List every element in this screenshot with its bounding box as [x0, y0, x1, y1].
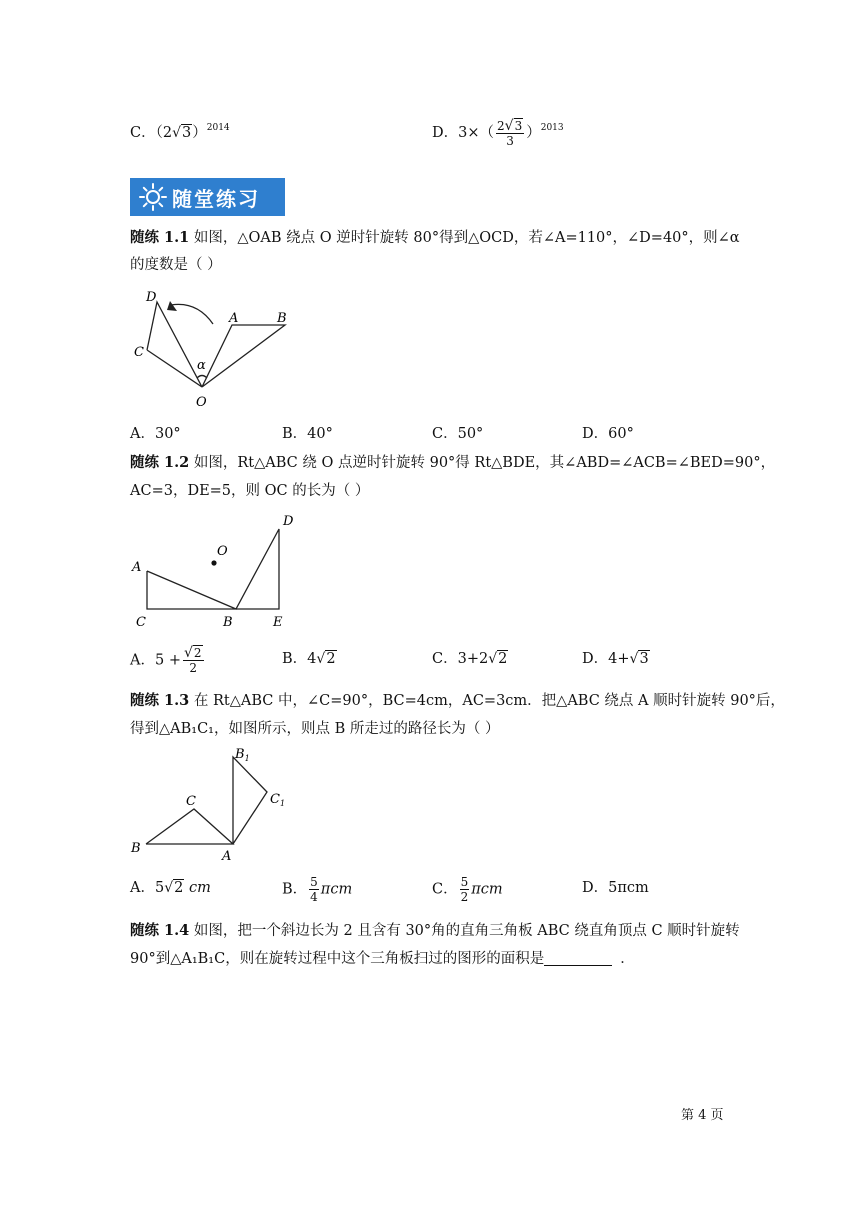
- question-text: 得到△AB₁C₁，如图所示，则点 B 所走过的路径长为（ ）: [130, 721, 500, 737]
- label-D: D: [146, 290, 157, 305]
- question-3-line2: [130, 716, 499, 742]
- option-label: B．: [282, 881, 308, 898]
- q2-option-d: D．4+√3: [582, 651, 649, 667]
- option-text: ）: [192, 125, 207, 141]
- radicand: 2: [498, 651, 508, 667]
- label-A: A: [229, 311, 239, 326]
- unit: πcm: [320, 881, 353, 898]
- label-A: A: [132, 560, 142, 575]
- option-text: 3+2: [457, 651, 489, 667]
- label-B: B: [223, 615, 233, 630]
- label-C: C: [136, 615, 146, 630]
- q1-option-c: C．50°: [432, 426, 484, 442]
- q1-option-a: A．30°: [130, 426, 181, 442]
- answer-blank: [544, 949, 612, 966]
- option-label: D．3×（: [432, 125, 495, 141]
- sun-icon: [138, 182, 168, 212]
- question-text: 如图，把一个斜边长为 2 且含有 30°角的直角三角板 ABC 绕直角顶点 C 顺时针旋转: [193, 923, 740, 939]
- denominator: 2: [189, 661, 198, 675]
- page-number: 第 4 页: [681, 1108, 724, 1123]
- q3-option-d: [582, 875, 649, 901]
- question-label: 随练 1.1: [130, 229, 190, 246]
- unit: cm: [188, 880, 211, 896]
- figure-q1: [125, 285, 305, 415]
- section-heading: [130, 178, 285, 216]
- q1-option-b: B．40°: [282, 426, 333, 442]
- fraction: [309, 875, 319, 904]
- label-O: O: [196, 395, 207, 410]
- option-label: A．: [130, 880, 155, 896]
- question-1-line2: [130, 252, 222, 278]
- question-4-line1: [130, 918, 740, 944]
- option-text: （2: [155, 125, 173, 141]
- q1-option-d: D．60°: [582, 426, 634, 442]
- option-c-top: C．$(2√3)^{2014}$: [130, 123, 230, 141]
- radicand: 3: [514, 118, 523, 133]
- option-label: D．: [582, 651, 609, 667]
- radicand: 2: [193, 646, 202, 660]
- label-B: B: [131, 841, 141, 856]
- option-text: ）: [526, 125, 541, 141]
- question-label: 随练 1.4: [130, 922, 190, 939]
- label-alpha: α: [197, 358, 206, 373]
- option-label: B．: [282, 651, 308, 667]
- label-C: C: [186, 794, 196, 809]
- label-C: C: [134, 345, 144, 360]
- label-D: D: [283, 514, 294, 529]
- question-4-line2: [130, 946, 635, 972]
- fraction: $\frac{√2}{2}$: [183, 645, 202, 675]
- question-text: AC=3，DE=5，则 OC 的长为（ ）: [130, 483, 370, 499]
- radicand: 2: [174, 880, 184, 896]
- q3-option-a: A．5√2 cm: [130, 880, 211, 896]
- denominator: 2: [460, 890, 469, 904]
- q2-option-b: B．4√2: [282, 651, 336, 667]
- label-B: B: [277, 311, 287, 326]
- label-C1-text: C: [270, 792, 280, 807]
- question-text: 如图，Rt△ABC 绕 O 点逆时针旋转 90°得 Rt△BDE，其∠ABD=∠ACB=∠BED=90°，: [193, 455, 776, 471]
- question-text-end: ．: [620, 951, 635, 967]
- fraction: $\frac{2√3}{3}$: [497, 117, 523, 148]
- label-A: A: [222, 849, 232, 864]
- option-d-top: [432, 115, 564, 148]
- numerator: 5: [310, 875, 318, 889]
- option-text: 5: [154, 880, 165, 896]
- radicand: 2: [326, 651, 336, 667]
- q2-option-a: [130, 646, 206, 675]
- denominator: 3: [506, 133, 514, 148]
- figure-q3: [125, 742, 305, 867]
- question-label: 随练 1.3: [130, 692, 190, 709]
- label-B1-text: B: [235, 747, 245, 762]
- label-C1: $C_1$: [270, 792, 286, 808]
- question-text: 在 Rt△ABC 中，∠C=90°，BC=4cm，AC=3cm．把△ABC 绕点 A 顺时针旋转 90°后，: [193, 693, 785, 709]
- exponent: 2013: [540, 123, 564, 133]
- radicand: 3: [639, 651, 649, 667]
- option-text: 5 +: [154, 652, 181, 669]
- q3-option-c: [432, 875, 503, 904]
- question-2-line1: [130, 450, 775, 476]
- option-text: 5πcm: [608, 880, 649, 896]
- question-3-line1: [130, 688, 785, 714]
- numerator-coef: 2: [497, 118, 505, 133]
- section-title: 随堂练习: [172, 186, 260, 211]
- option-label: C．: [130, 125, 156, 141]
- q2-option-c: C．3+2√2: [432, 651, 508, 667]
- radicand: 3: [182, 125, 192, 141]
- question-1-line1: [130, 225, 740, 251]
- option-label: A．: [130, 652, 155, 669]
- label-O: O: [217, 544, 228, 559]
- unit: πcm: [471, 881, 503, 898]
- label-B1: $B_1$: [235, 747, 250, 763]
- question-text: 90°到△A₁B₁C，则在旋转过程中这个三角板扫过的图形的面积是: [130, 951, 545, 967]
- exponent: 2014: [206, 123, 230, 133]
- q3-option-b: [282, 875, 352, 904]
- option-label: C．: [432, 881, 458, 898]
- fraction: [460, 875, 470, 904]
- question-2-line2: [130, 478, 369, 504]
- question-text: 的度数是（ ）: [130, 257, 222, 273]
- option-label: C．: [432, 651, 458, 667]
- figure-q2: [125, 505, 305, 630]
- option-text: 4: [307, 651, 317, 667]
- option-label: D．: [582, 880, 609, 896]
- denominator: 4: [310, 890, 318, 904]
- numerator: 5: [460, 875, 469, 889]
- label-E: E: [273, 615, 283, 630]
- question-label: 随练 1.2: [130, 454, 190, 471]
- option-text: 4+: [608, 651, 630, 667]
- question-text: 如图，△OAB 绕点 O 逆时针旋转 80°得到△OCD，若∠A=110°，∠D=40°，则∠α: [193, 230, 740, 246]
